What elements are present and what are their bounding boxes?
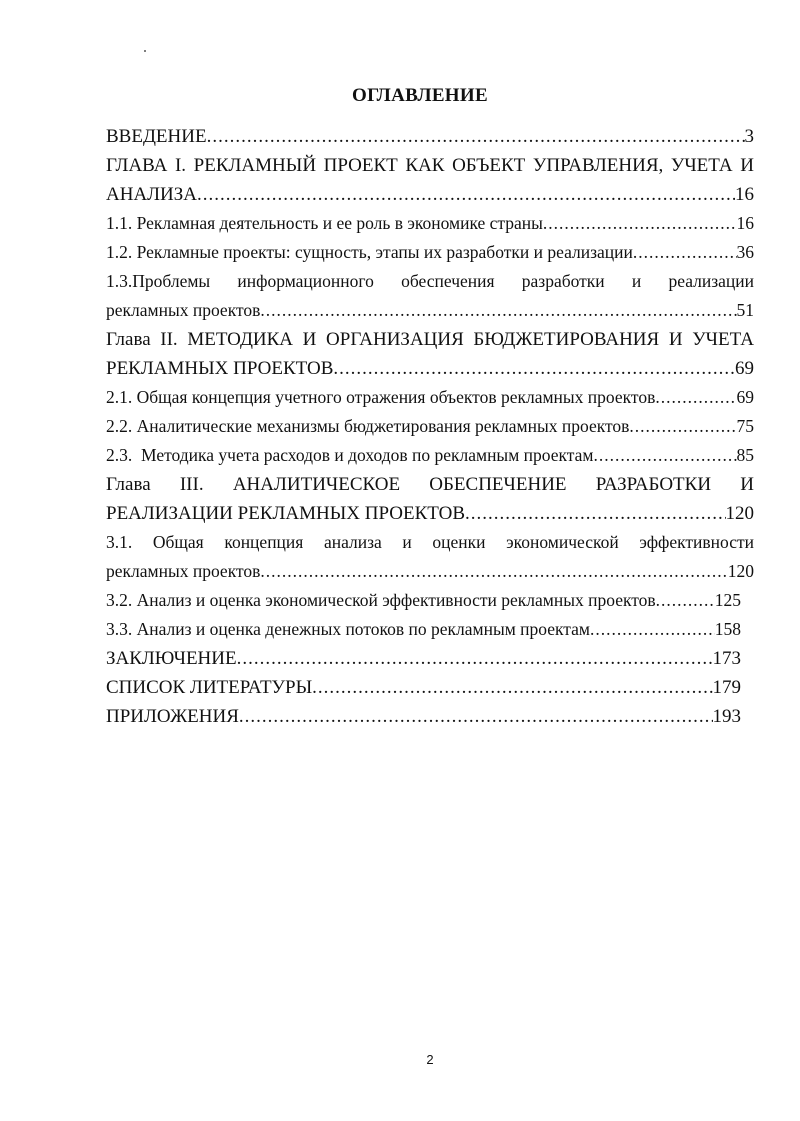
toc-entry-page: 179 (712, 677, 741, 698)
toc-entry-label: 1.2. Рекламные проекты: сущность, этапы их разработки и реализации (106, 242, 633, 262)
dot-leader (465, 499, 725, 528)
toc-title: ОГЛАВЛЕНИЕ (352, 85, 488, 106)
dot-leader (633, 238, 737, 267)
dot-leader (237, 644, 713, 673)
toc-entry-section-3-1-cont (106, 557, 754, 586)
toc-entry-section-1-3[interactable] (106, 267, 754, 296)
toc-entry-label: 2.1. Общая концепция учетного отражения объектов рекламных проектов (106, 387, 656, 407)
dot-leader (207, 122, 745, 151)
toc-entry-page: 16 (736, 213, 754, 233)
toc-entry-chapter-1[interactable] (106, 151, 754, 180)
toc-entry-references[interactable] (106, 673, 741, 702)
toc-entry-label: СПИСОК ЛИТЕРАТУРЫ (106, 677, 313, 698)
toc-entry-label: 1.1. Рекламная деятельность и ее роль в экономике страны (106, 213, 543, 233)
toc-entry-label-line2: РЕКЛАМНЫХ ПРОЕКТОВ (106, 358, 334, 379)
toc-entry-section-3-2[interactable] (106, 586, 741, 615)
toc-entry-page: 16 (735, 184, 754, 205)
page-number: 2 (426, 1052, 434, 1067)
toc-entry-label: ВВЕДЕНИЕ (106, 126, 207, 147)
toc-entry-page: 75 (736, 416, 754, 436)
toc-entry-section-3-1[interactable] (106, 528, 754, 557)
toc-entry-label: 3.3. Анализ и оценка денежных потоков по рекламным проектам (106, 619, 590, 639)
dot-leader (543, 209, 737, 238)
toc-entry-page: 3 (744, 126, 754, 147)
dot-leader (655, 383, 736, 412)
toc-entry-label-line1: ГЛАВА I. РЕКЛАМНЫЙ ПРОЕКТ КАК ОБЪЕКТ УПРАВЛЕНИЯ, УЧЕТА И (106, 155, 754, 176)
dot-leader (312, 673, 712, 702)
table-of-contents (106, 122, 754, 731)
toc-entry-page: 158 (714, 619, 741, 639)
toc-entry-section-2-2[interactable] (106, 412, 754, 441)
toc-entry-chapter-2-cont (106, 354, 754, 383)
toc-entry-chapter-3-cont (106, 499, 754, 528)
toc-entry-label: 2.2. Аналитические механизмы бюджетирования рекламных проектов (106, 416, 630, 436)
toc-entry-page: 173 (712, 648, 741, 669)
toc-entry-chapter-2[interactable] (106, 325, 754, 354)
toc-entry-page: 51 (736, 300, 754, 320)
toc-entry-section-3-3[interactable] (106, 615, 741, 644)
toc-entry-label-line1: Глава II. МЕТОДИКА И ОРГАНИЗАЦИЯ БЮДЖЕТИРОВАНИЯ И УЧЕТА (106, 329, 754, 350)
toc-entry-label: ПРИЛОЖЕНИЯ (106, 706, 239, 727)
dot-leader (260, 557, 727, 586)
toc-entry-label-line1: 3.1. Общая концепция анализа и оценки экономической эффективности (106, 532, 754, 552)
toc-entry-page: 125 (714, 590, 741, 610)
toc-entry-label: 3.2. Анализ и оценка экономической эффективности рекламных проектов (106, 590, 656, 610)
toc-entry-page: 193 (712, 706, 741, 727)
dot-leader (656, 586, 715, 615)
toc-entry-chapter-3[interactable] (106, 470, 754, 499)
toc-entry-section-2-3[interactable] (106, 441, 754, 470)
toc-entry-page: 120 (725, 503, 754, 524)
toc-entry-section-2-1[interactable] (106, 383, 754, 412)
dot-leader (629, 412, 736, 441)
toc-entry-label: ЗАКЛЮЧЕНИЕ (106, 648, 237, 669)
toc-entry-page: 120 (727, 561, 754, 581)
toc-entry-page: 69 (736, 387, 754, 407)
toc-entry-label-line2: рекламных проектов (106, 561, 261, 581)
toc-entry-label-line1: Глава III. АНАЛИТИЧЕСКОЕ ОБЕСПЕЧЕНИЕ РАЗРАБОТКИ И (106, 474, 754, 495)
toc-entry-label-line1: 1.3.Проблемы информационного обеспечения разработки и реализации (106, 271, 754, 291)
toc-entry-introduction[interactable] (106, 122, 754, 151)
toc-entry-section-1-3-cont (106, 296, 754, 325)
toc-entry-section-1-2[interactable] (106, 238, 754, 267)
toc-entry-label-line2: рекламных проектов (106, 300, 261, 320)
dot-leader (197, 180, 735, 209)
toc-entry-page: 36 (736, 242, 754, 262)
dot-leader (590, 615, 715, 644)
dot-leader (333, 354, 735, 383)
dot-leader (260, 296, 736, 325)
toc-entry-section-1-1[interactable] (106, 209, 754, 238)
dot-leader (593, 441, 736, 470)
toc-entry-conclusion[interactable] (106, 644, 741, 673)
toc-entry-label-line2: АНАЛИЗА (106, 184, 198, 205)
dot-leader (239, 702, 713, 731)
toc-entry-chapter-1-cont (106, 180, 754, 209)
toc-entry-page: 85 (736, 445, 754, 465)
toc-entry-page: 69 (735, 358, 754, 379)
scan-speck (144, 50, 146, 52)
toc-entry-appendices[interactable] (106, 702, 741, 731)
toc-entry-label-line2: РЕАЛИЗАЦИИ РЕКЛАМНЫХ ПРОЕКТОВ (106, 503, 466, 524)
toc-entry-label: 2.3. Методика учета расходов и доходов по рекламным проектам (106, 445, 594, 465)
